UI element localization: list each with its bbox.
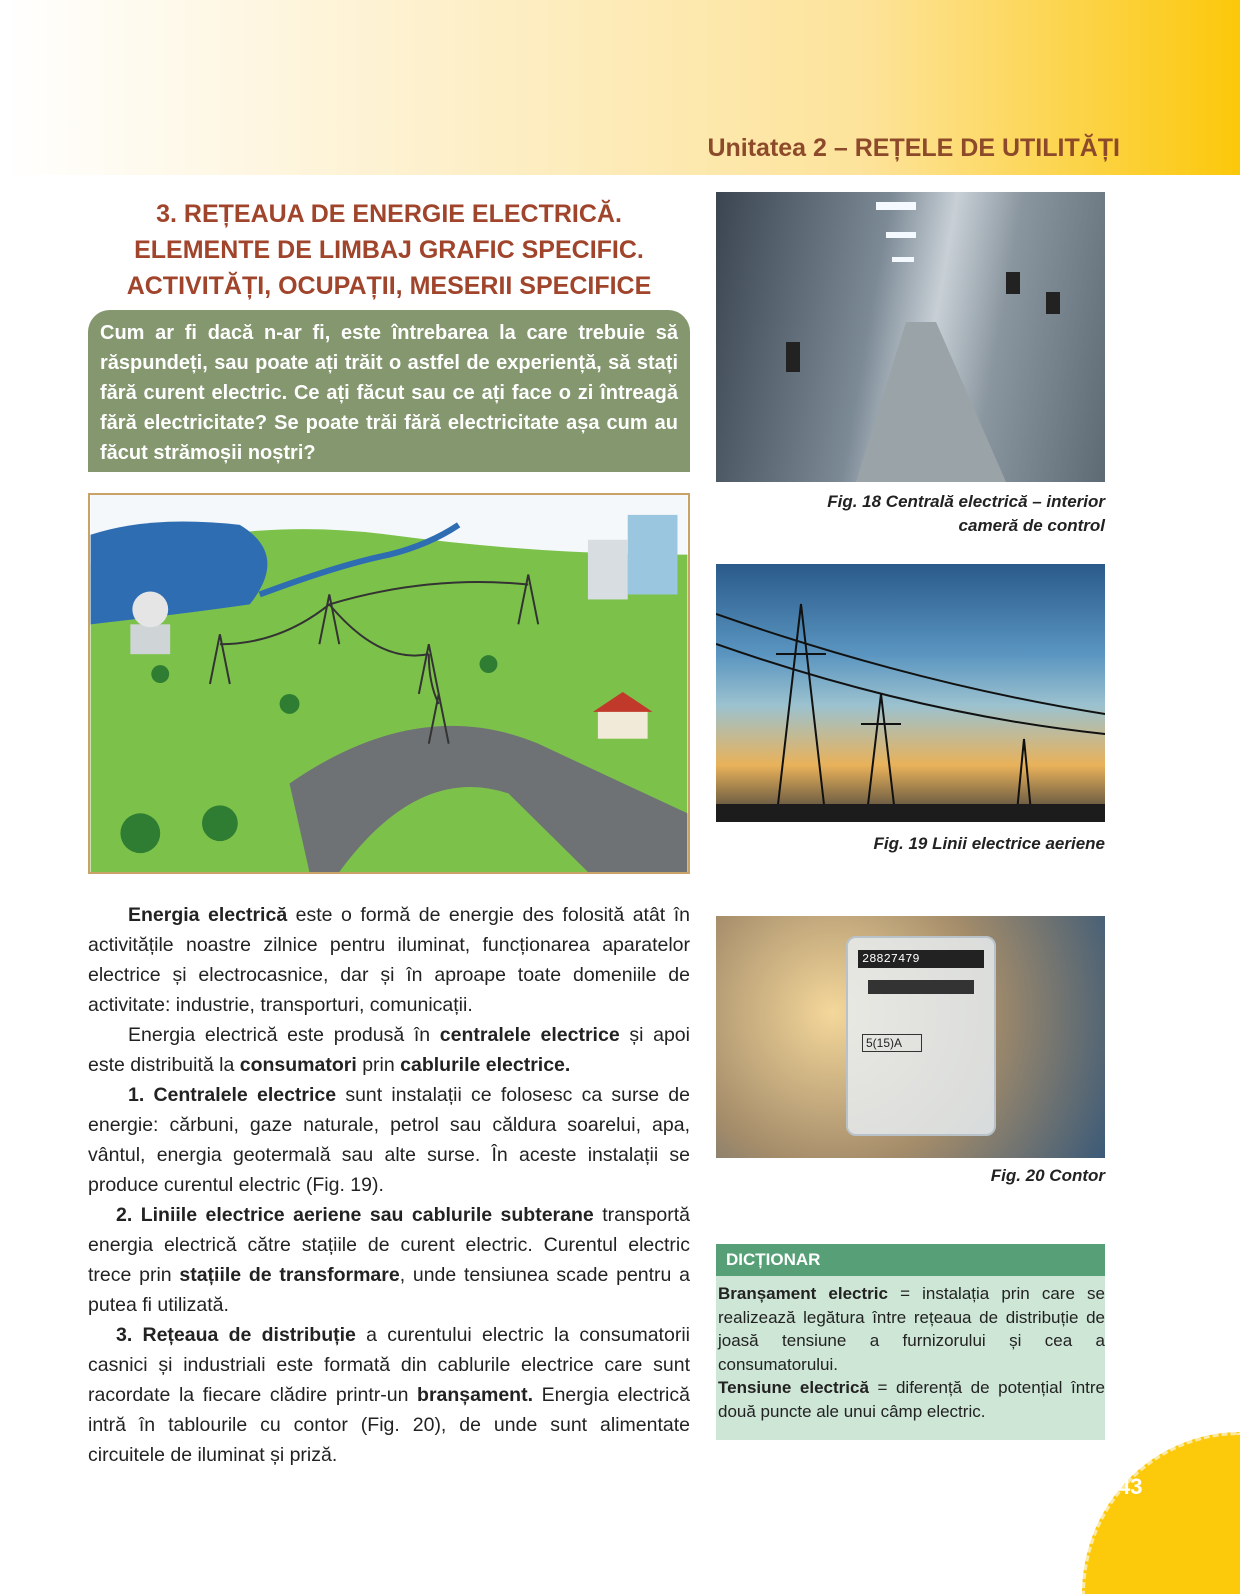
title-line: ACTIVITĂȚI, OCUPAȚII, MESERII SPECIFICE (126, 272, 652, 300)
page-number-circle (1082, 1432, 1240, 1594)
caption-line: cameră de control (958, 516, 1105, 535)
page-number: 43 (1118, 1474, 1143, 1499)
figure-caption (827, 490, 1105, 538)
dictionary-entry (718, 1282, 1105, 1376)
meter-rating: 5(15)A (862, 1034, 922, 1052)
bold-term: branșament. (417, 1384, 533, 1406)
paragraph (88, 900, 690, 1020)
definition: = diferență de potențial între două puncte ale unui câmp electric. (718, 1378, 1105, 1421)
meter-counter (868, 980, 974, 994)
title-line: ELEMENTE DE LIMBAJ GRAFIC SPECIFIC. (134, 236, 644, 264)
paragraph (88, 1080, 690, 1200)
term: Branșament electric (718, 1284, 888, 1303)
text: , unde tensiunea scade pentru a putea fi utilizată. (88, 1264, 690, 1316)
power-grid-illustration (88, 493, 690, 874)
figure-caption: Fig. 20 Contor (990, 1166, 1105, 1185)
text: și apoi este distribuită la (88, 1024, 690, 1076)
bold-term: Energia electrică (128, 904, 288, 926)
meter-body (846, 936, 996, 1136)
paragraph (88, 1320, 690, 1470)
bold-term: stațiile de transformare (179, 1264, 400, 1286)
text: este o formă de energie des folosită atât în activitățile noastre zilnice pentru iluminat, funcționarea aparatelor electrice și electrocasnice, dar și în aproape toate domeniile de activitate: industrie, transporturi, comunicații. (88, 904, 690, 1016)
term: Tensiune electrică (718, 1378, 869, 1397)
dictionary-title: DICȚIONAR (716, 1244, 1105, 1276)
text: a curentului electric la consumatorii casnici și industriali este formată din cablurile electrice care sunt racordate la fiecare clădire printr-un (88, 1324, 690, 1406)
text: Energia electrică intră în tablourile cu contor (Fig. 20), de unde sunt alimentate circuitele de iluminat și priză. (88, 1384, 690, 1466)
figure-caption: Fig. 19 Linii electrice aeriene (873, 834, 1105, 853)
text: sunt instalații ce folosesc ca surse de energie: cărbuni, gaze naturale, petrol sau căldura soarelui, apa, vântul, energia geotermală sau alte surse. În aceste instalații se produce curentul electric (Fig. 19). (88, 1084, 690, 1196)
dictionary-entry (718, 1376, 1105, 1423)
unit-title: Unitatea 2 – REȚELE DE UTILITĂȚI (707, 134, 1120, 162)
bold-term: cablurile electrice. (400, 1054, 571, 1076)
lesson-title (88, 196, 690, 304)
control-room-photo (716, 192, 1105, 482)
bold-term: 1. Centralele electrice (128, 1084, 337, 1106)
bold-term: centralele electrice (439, 1024, 620, 1046)
meter-number: 28827479 (858, 950, 984, 968)
paragraph (88, 1020, 690, 1080)
definition: = instalația prin care se realizează legătura între rețeaua de distribuție de joasă tensiune a furnizorului și cea a consumatorului. (718, 1284, 1105, 1374)
text: prin (356, 1054, 401, 1076)
bold-term: consumatori (239, 1054, 357, 1076)
dictionary-body (716, 1276, 1105, 1423)
bold-term: 3. Rețeaua de distribuție (116, 1324, 356, 1346)
body-text (88, 900, 690, 1470)
paragraph (88, 1200, 690, 1320)
electric-meter-photo (716, 916, 1105, 1158)
question-box: Cum ar fi dacă n-ar fi, este întrebarea la care trebuie să răspundeți, sau poate ați trăit o astfel de experiență, să stați fără curent electric. Ce ați făcut sau ce ați face o zi întreagă fără electricitate? Se poate trăi fără electricitate așa cum au făcut strămoșii noștri? (88, 310, 690, 472)
title-line: 3. REȚEAUA DE ENERGIE ELECTRICĂ. (156, 200, 622, 228)
text: Energia electrică este produsă în (128, 1024, 440, 1046)
text: transportă energia electrică către stațiile de curent electric. Curentul electric trece prin (88, 1204, 690, 1286)
dictionary-box (716, 1244, 1105, 1440)
caption-line: Fig. 18 Centrală electrică – interior (827, 492, 1105, 511)
power-lines-photo (716, 564, 1105, 822)
bold-term: 2. Liniile electrice aeriene sau cablurile subterane (116, 1204, 594, 1226)
